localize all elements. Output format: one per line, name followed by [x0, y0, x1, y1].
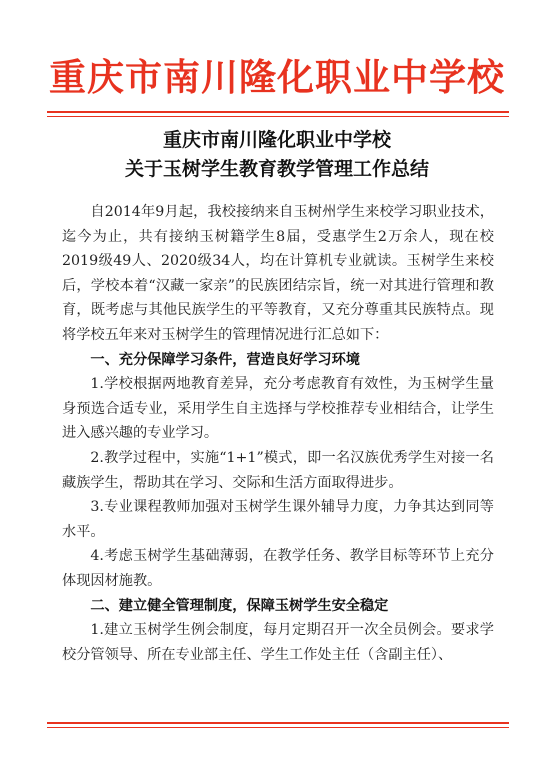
document-body: [62, 200, 494, 667]
section1-item-2: 2.教学过程中，实施“1+1”模式，即一名汉族优秀学生对接一名藏族学生，帮助其在学习、交际和生活方面取得进步。: [62, 449, 494, 491]
section2-item-1: 1.建立玉树学生例会制度，每月定期召开一次全员例会。要求学校分管领导、所在专业部主任、学生工作处主任（含副主任）、: [62, 622, 494, 663]
intro-paragraph: 自2014年9月起，我校接纳来自玉树州学生来校学习职业技术，迄今为止，共有接纳玉树籍学生8届，受惠学生2万余人，现在校2019级49人、2020级34人，均在计算机专业就读。玉树学生来校后，学校本着“汉藏一家亲”的民族团结宗旨，统一对其进行管理和教育，既考虑与其他民族学生的平等教育，又充分尊重其民族特点。现将学校五年来对玉树学生的管理情况进行汇总如下：: [62, 204, 494, 343]
footer-rule-thick: [47, 722, 509, 724]
section1-heading: 一、充分保障学习条件，营造良好学习环境: [90, 351, 360, 368]
letterhead-rule-thin: [47, 116, 509, 117]
letterhead-school-name: 重庆市南川隆化职业中学校: [49, 56, 505, 99]
letterhead-rule-thick: [47, 111, 509, 113]
section1-item-1: 1.学校根据两地教育差异，充分考虑教育有效性，为玉树学生量身预选合适专业，采用学生自主选择与学校推荐专业相结合，让学生进入感兴趣的专业学习。: [62, 376, 494, 442]
document-title-line1: 重庆市南川隆化职业中学校: [162, 129, 391, 151]
section1-item-4: 4.考虑玉树学生基础薄弱，在教学任务、教学目标等环节上充分体现因材施教。: [62, 548, 494, 589]
footer-rule-thin: [47, 727, 509, 728]
document-title-line2: 关于玉树学生教育教学管理工作总结: [124, 158, 429, 180]
section2-heading: 二、建立健全管理制度，保障玉树学生安全稳定: [90, 597, 389, 614]
section1-item-3: 3.专业课程教师加强对玉树学生课外辅导力度，力争其达到同等水平。: [62, 499, 494, 540]
